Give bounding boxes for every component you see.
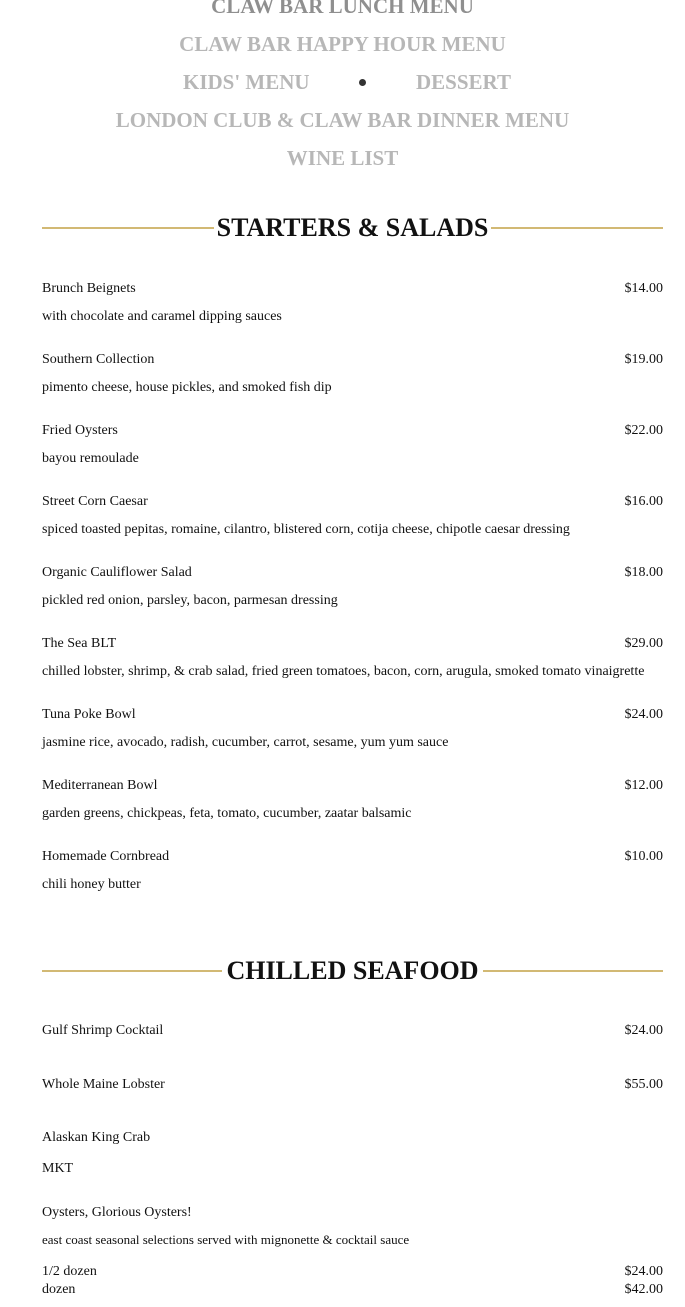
item-name: Mediterranean Bowl	[42, 778, 158, 793]
item-price: $24.00	[624, 1023, 663, 1038]
item-name: Brunch Beignets	[42, 281, 136, 296]
nav-link-dessert[interactable]: DESSERT	[416, 70, 511, 94]
item-price: $12.00	[624, 778, 663, 793]
item-price: $22.00	[624, 423, 663, 438]
nav-link-dinner-menu[interactable]: LONDON CLUB & CLAW BAR DINNER MENU	[115, 108, 570, 132]
item-name: Fried Oysters	[42, 423, 118, 438]
item-price: $14.00	[624, 281, 663, 296]
option-label: dozen	[42, 1282, 76, 1297]
option-price: $24.00	[624, 1264, 663, 1279]
section-title-chilled-seafood: CHILLED SEAFOOD	[226, 956, 479, 985]
chilled-seafood-section-header	[42, 956, 663, 986]
item-description: pickled red onion, parsley, bacon, parmesan dressing	[42, 593, 338, 608]
nav-link-happy-hour-menu[interactable]: CLAW BAR HAPPY HOUR MENU	[179, 32, 506, 56]
item-description: pimento cheese, house pickles, and smoked fish dip	[42, 380, 332, 395]
option-price: $42.00	[624, 1282, 663, 1297]
section-title-starters: STARTERS & SALADS	[216, 213, 489, 242]
item-description: bayou remoulade	[42, 451, 139, 466]
item-price: $16.00	[624, 494, 663, 509]
item-name: Gulf Shrimp Cocktail	[42, 1023, 164, 1038]
item-name: Whole Maine Lobster	[42, 1077, 165, 1092]
item-description: spiced toasted pepitas, romaine, cilantro, blistered corn, cotija cheese, chipotle caesar dressing	[42, 522, 570, 537]
item-name: Alaskan King Crab	[42, 1130, 151, 1145]
starters-section-header	[42, 213, 663, 243]
item-price: $18.00	[624, 565, 663, 580]
item-name: Street Corn Caesar	[42, 494, 148, 509]
nav-separator-dot	[359, 79, 366, 86]
item-price: $10.00	[624, 849, 663, 864]
item-name: Oysters, Glorious Oysters!	[42, 1205, 192, 1220]
item-description: garden greens, chickpeas, feta, tomato, cucumber, zaatar balsamic	[42, 806, 412, 821]
option-label: 1/2 dozen	[42, 1264, 97, 1279]
item-name: Southern Collection	[42, 352, 155, 367]
item-name: Homemade Cornbread	[42, 849, 170, 864]
nav-link-kids-menu[interactable]: KIDS' MENU	[183, 70, 310, 94]
nav-link-lunch-menu[interactable]: CLAW BAR LUNCH MENU	[211, 0, 474, 18]
item-price: $19.00	[624, 352, 663, 367]
item-price: $24.00	[624, 707, 663, 722]
item-name: Organic Cauliflower Salad	[42, 565, 192, 580]
item-description: with chocolate and caramel dipping sauces	[42, 309, 282, 324]
item-description: chilled lobster, shrimp, & crab salad, fried green tomatoes, bacon, corn, arugula, smoked tomato vinaigrette	[42, 664, 645, 679]
item-price: $55.00	[624, 1077, 663, 1092]
item-name: Tuna Poke Bowl	[42, 707, 136, 722]
item-name: The Sea BLT	[42, 636, 117, 651]
item-price: $29.00	[624, 636, 663, 651]
nav-link-wine-list[interactable]: WINE LIST	[286, 146, 399, 170]
item-description: chili honey butter	[42, 877, 141, 892]
item-description: jasmine rice, avocado, radish, cucumber, carrot, sesame, yum yum sauce	[42, 735, 449, 750]
item-price-market: MKT	[42, 1161, 74, 1176]
item-description: east coast seasonal selections served with mignonette & cocktail sauce	[42, 1232, 410, 1247]
